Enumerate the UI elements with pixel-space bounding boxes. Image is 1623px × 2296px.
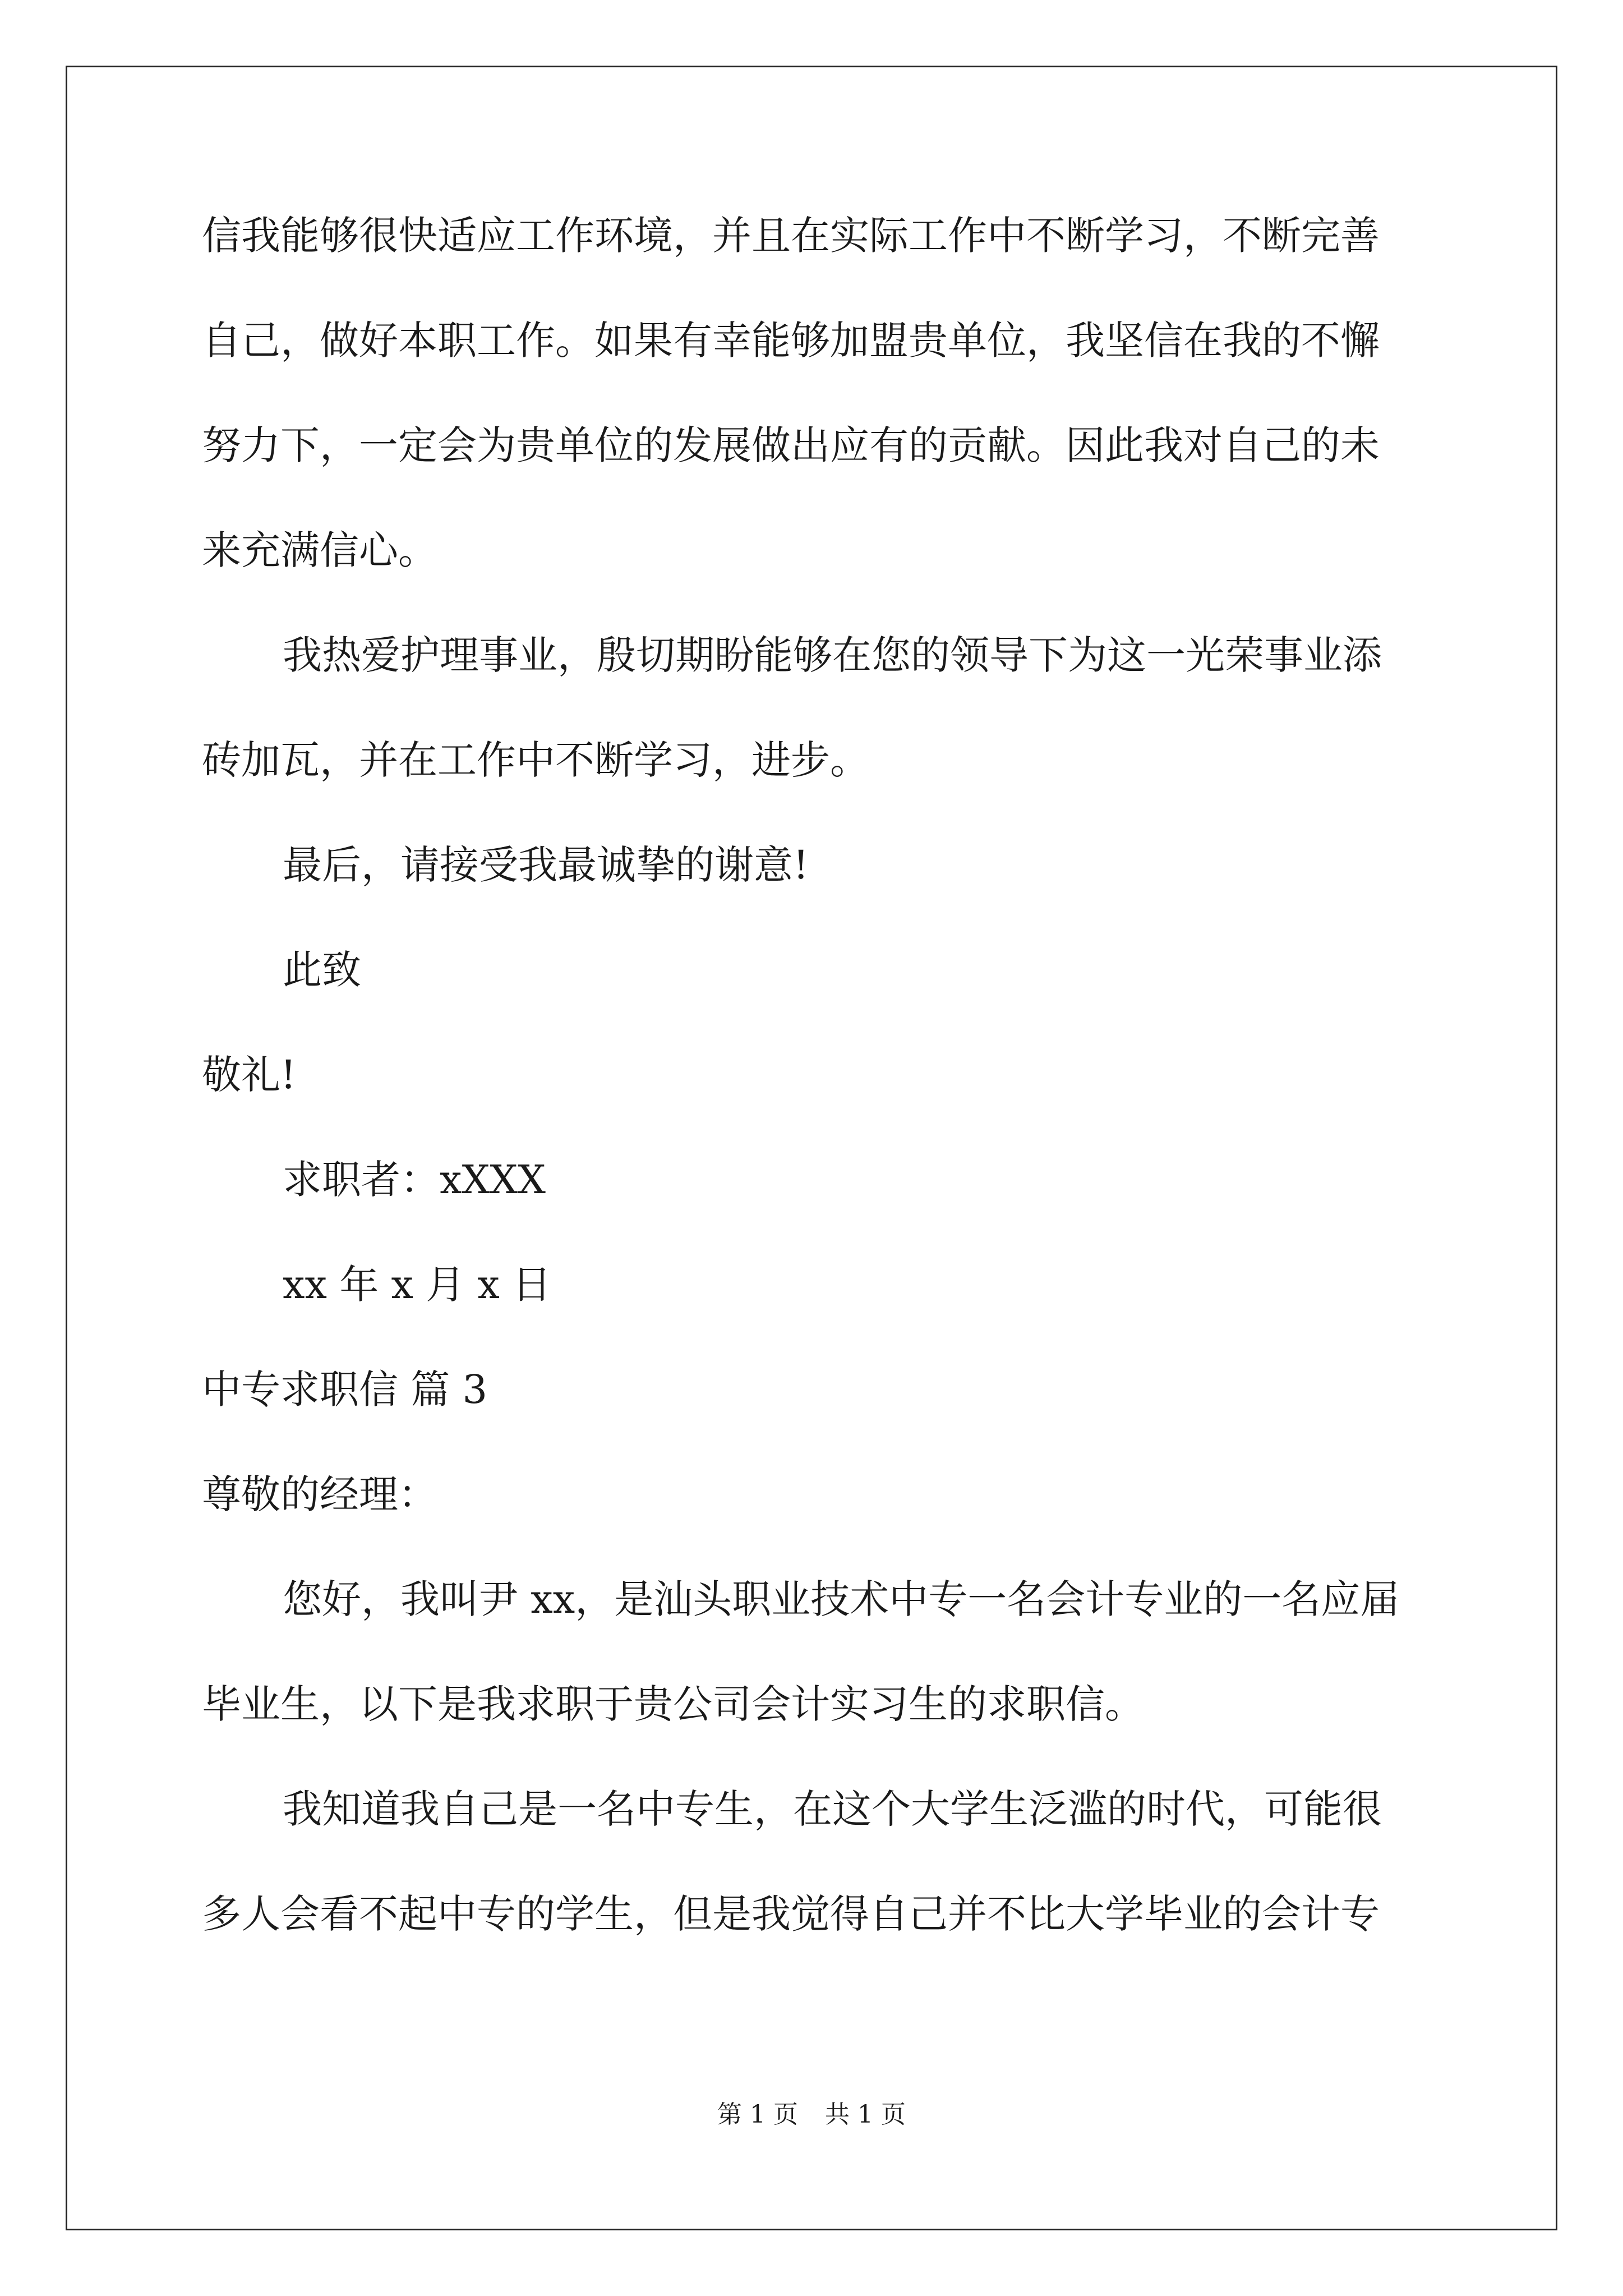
signature-date: xx 年 x 月 x 日 [283,1262,552,1308]
letter-greeting: 尊敬的经理： [202,1471,437,1517]
salutation-regards: 敬礼! [202,1052,297,1098]
text-line: 毕业生，以下是我求职于贵公司会计实习生的求职信。 [202,1681,1144,1727]
text-line: 我知道我自己是一名中专生，在这个大学生泛滥的时代，可能很 [283,1786,1382,1832]
page-footer [0,2099,1623,2131]
section-heading: 中专求职信 篇 3 [202,1366,488,1412]
text-line: 您好，我叫尹 xx，是汕头职业技术中专一名会计专业的一名应届 [283,1576,1400,1622]
text-line: 砖加瓦，并在工作中不断学习，进步。 [202,737,869,783]
page-number: 第 1 页 [717,2100,798,2129]
document-body [202,208,1433,1942]
signature-applicant: 求职者：xXXX [283,1157,546,1203]
page-total: 共 1 页 [825,2100,906,2129]
text-line: 信我能够很快适应工作环境，并且在实际工作中不断学习，不断完善 [202,213,1380,259]
text-line: 多人会看不起中专的学生，但是我觉得自己并不比大学毕业的会计专 [202,1891,1380,1937]
text-line: 努力下，一定会为贵单位的发展做出应有的贡献。因此我对自己的未 [202,422,1380,468]
text-line: 自己，做好本职工作。如果有幸能够加盟贵单位，我坚信在我的不懈 [202,318,1380,364]
salutation-close: 此致 [283,947,361,993]
text-line: 来充满信心。 [202,527,437,573]
text-line: 我热爱护理事业，殷切期盼能够在您的领导下为这一光荣事业添 [283,632,1382,678]
closing-thanks: 最后，请接受我最诚挚的谢意! [283,842,809,888]
